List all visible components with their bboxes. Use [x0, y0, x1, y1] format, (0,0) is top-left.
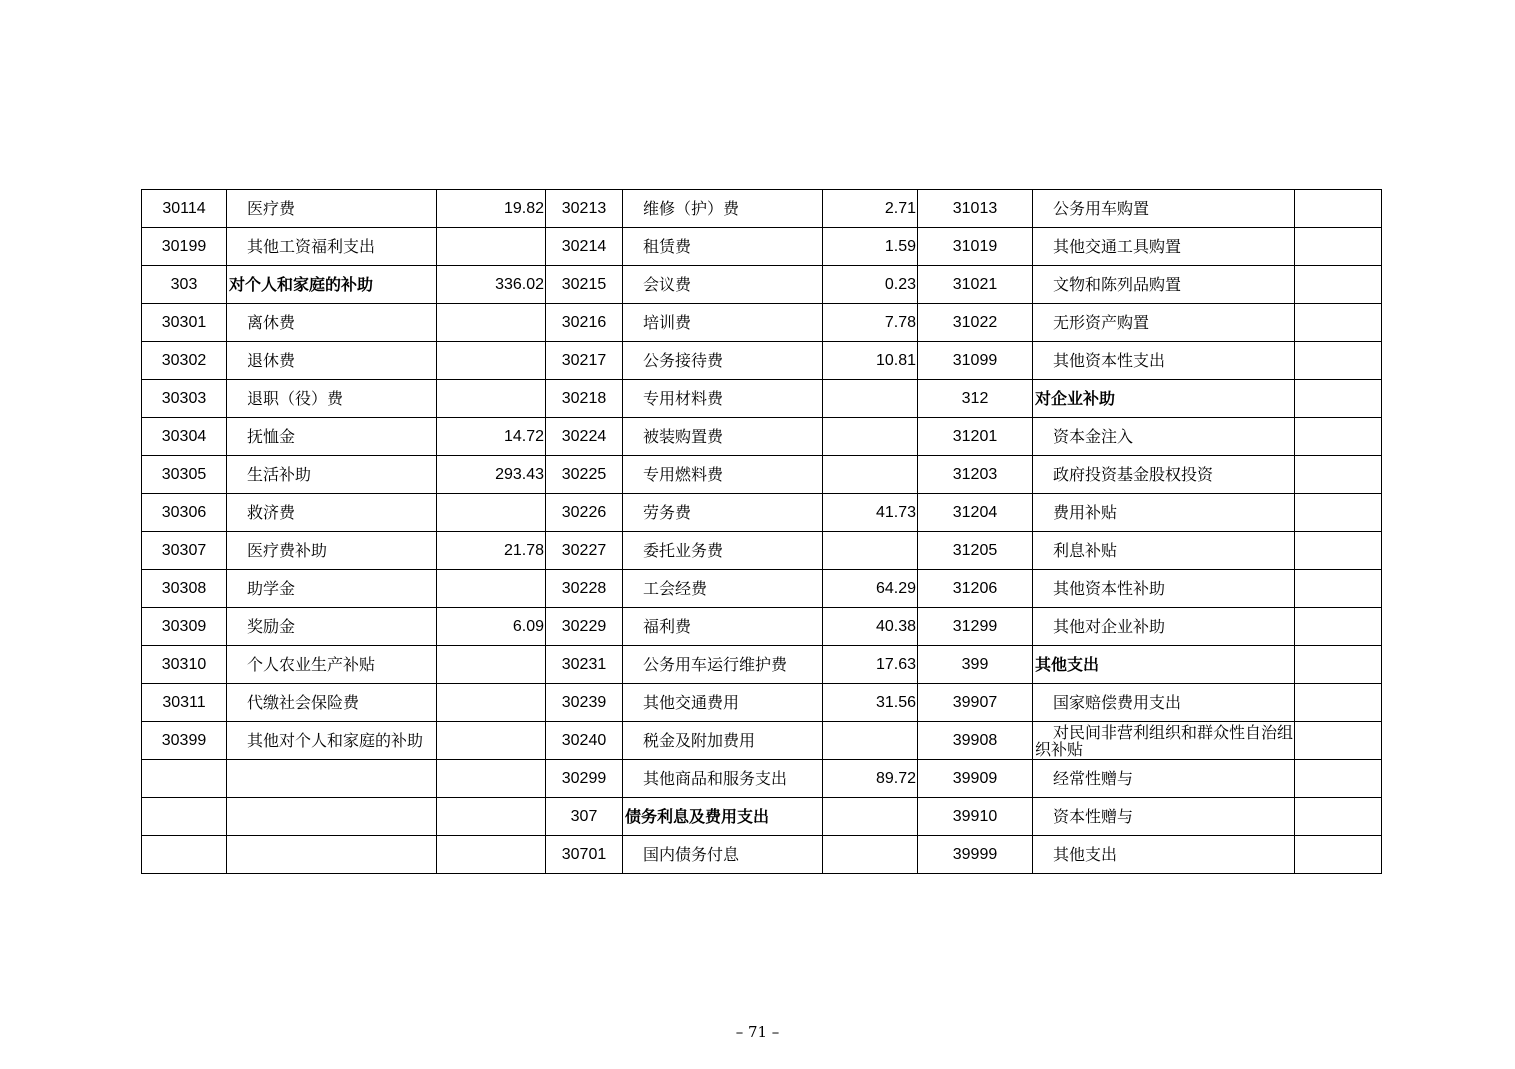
code-cell: 31205: [918, 532, 1033, 570]
amount-cell: 41.73: [823, 494, 918, 532]
code-cell: [142, 798, 227, 836]
table-row: [142, 608, 1382, 646]
amount-cell: [823, 418, 918, 456]
amount-cell: 21.78: [437, 532, 546, 570]
amount-cell: 14.72: [437, 418, 546, 456]
code-cell: 30213: [546, 190, 623, 228]
code-cell: 30199: [142, 228, 227, 266]
name-cell: 利息补贴: [1033, 532, 1295, 570]
code-cell: 30225: [546, 456, 623, 494]
amount-cell: [1295, 418, 1382, 456]
amount-cell: 2.71: [823, 190, 918, 228]
name-cell: 无形资产购置: [1033, 304, 1295, 342]
code-cell: 30215: [546, 266, 623, 304]
name-cell: 退职（役）费: [227, 380, 437, 418]
name-cell: 培训费: [623, 304, 823, 342]
name-cell: 债务利息及费用支出: [623, 798, 823, 836]
code-cell: 31201: [918, 418, 1033, 456]
amount-cell: 293.43: [437, 456, 546, 494]
name-cell: 公务接待费: [623, 342, 823, 380]
name-cell: 资本金注入: [1033, 418, 1295, 456]
code-cell: 30299: [546, 760, 623, 798]
code-cell: 30309: [142, 608, 227, 646]
amount-cell: [823, 456, 918, 494]
table-row: [142, 760, 1382, 798]
name-cell: 福利费: [623, 608, 823, 646]
code-cell: 30304: [142, 418, 227, 456]
name-cell: 代缴社会保险费: [227, 684, 437, 722]
amount-cell: [823, 380, 918, 418]
code-cell: 31203: [918, 456, 1033, 494]
table-row: [142, 418, 1382, 456]
amount-cell: [1295, 228, 1382, 266]
code-cell: 30231: [546, 646, 623, 684]
name-cell: 租赁费: [623, 228, 823, 266]
code-cell: 39907: [918, 684, 1033, 722]
code-cell: 307: [546, 798, 623, 836]
amount-cell: [437, 646, 546, 684]
name-cell: 助学金: [227, 570, 437, 608]
code-cell: 30216: [546, 304, 623, 342]
code-cell: 30214: [546, 228, 623, 266]
code-cell: 30227: [546, 532, 623, 570]
amount-cell: [1295, 836, 1382, 874]
name-cell: 国内债务付息: [623, 836, 823, 874]
amount-cell: [437, 380, 546, 418]
name-cell: 个人农业生产补贴: [227, 646, 437, 684]
code-cell: 39908: [918, 722, 1033, 760]
name-cell: 其他支出: [1033, 646, 1295, 684]
code-cell: 30306: [142, 494, 227, 532]
amount-cell: [437, 798, 546, 836]
name-cell: 对企业补助: [1033, 380, 1295, 418]
amount-cell: [823, 836, 918, 874]
name-cell: 税金及附加费用: [623, 722, 823, 760]
amount-cell: [437, 494, 546, 532]
code-cell: 31013: [918, 190, 1033, 228]
amount-cell: [437, 570, 546, 608]
name-cell: 离休费: [227, 304, 437, 342]
name-cell: 资本性赠与: [1033, 798, 1295, 836]
amount-cell: [437, 722, 546, 760]
name-cell: 其他对企业补助: [1033, 608, 1295, 646]
name-cell: 医疗费: [227, 190, 437, 228]
code-cell: 30301: [142, 304, 227, 342]
amount-cell: [1295, 494, 1382, 532]
name-cell: 国家赔偿费用支出: [1033, 684, 1295, 722]
name-cell: 工会经费: [623, 570, 823, 608]
amount-cell: 89.72: [823, 760, 918, 798]
amount-cell: 17.63: [823, 646, 918, 684]
amount-cell: [1295, 646, 1382, 684]
table-row: [142, 266, 1382, 304]
code-cell: 31099: [918, 342, 1033, 380]
code-cell: 30308: [142, 570, 227, 608]
name-cell: 劳务费: [623, 494, 823, 532]
name-cell: 委托业务费: [623, 532, 823, 570]
code-cell: 30305: [142, 456, 227, 494]
table-row: [142, 836, 1382, 874]
name-cell: 抚恤金: [227, 418, 437, 456]
code-cell: 30228: [546, 570, 623, 608]
name-cell: 其他交通费用: [623, 684, 823, 722]
amount-cell: [437, 342, 546, 380]
code-cell: 30311: [142, 684, 227, 722]
name-cell: 公务用车运行维护费: [623, 646, 823, 684]
table-row: [142, 494, 1382, 532]
name-cell: 退休费: [227, 342, 437, 380]
code-cell: 31299: [918, 608, 1033, 646]
name-cell: 文物和陈列品购置: [1033, 266, 1295, 304]
amount-cell: [437, 760, 546, 798]
amount-cell: [1295, 798, 1382, 836]
table-row: [142, 380, 1382, 418]
code-cell: 30217: [546, 342, 623, 380]
amount-cell: 31.56: [823, 684, 918, 722]
amount-cell: [1295, 380, 1382, 418]
code-cell: 31021: [918, 266, 1033, 304]
budget-classification-table: [141, 189, 1382, 874]
amount-cell: 40.38: [823, 608, 918, 646]
code-cell: 30310: [142, 646, 227, 684]
amount-cell: [1295, 304, 1382, 342]
table-row: [142, 684, 1382, 722]
code-cell: 30399: [142, 722, 227, 760]
amount-cell: 0.23: [823, 266, 918, 304]
name-cell: 其他资本性补助: [1033, 570, 1295, 608]
code-cell: 31204: [918, 494, 1033, 532]
table-row: [142, 532, 1382, 570]
amount-cell: 10.81: [823, 342, 918, 380]
amount-cell: [437, 304, 546, 342]
amount-cell: 19.82: [437, 190, 546, 228]
code-cell: 303: [142, 266, 227, 304]
table-row: [142, 570, 1382, 608]
amount-cell: 336.02: [437, 266, 546, 304]
name-cell: 其他交通工具购置: [1033, 228, 1295, 266]
code-cell: 399: [918, 646, 1033, 684]
name-cell: 奖励金: [227, 608, 437, 646]
amount-cell: 6.09: [437, 608, 546, 646]
code-cell: 30701: [546, 836, 623, 874]
name-cell: 被装购置费: [623, 418, 823, 456]
amount-cell: 7.78: [823, 304, 918, 342]
name-cell: 会议费: [623, 266, 823, 304]
code-cell: 30307: [142, 532, 227, 570]
name-cell: 其他对个人和家庭的补助: [227, 722, 437, 760]
name-cell: 其他商品和服务支出: [623, 760, 823, 798]
amount-cell: [1295, 266, 1382, 304]
amount-cell: 64.29: [823, 570, 918, 608]
table-row: [142, 646, 1382, 684]
code-cell: 30114: [142, 190, 227, 228]
name-cell: [227, 836, 437, 874]
name-cell: 公务用车购置: [1033, 190, 1295, 228]
code-cell: [142, 760, 227, 798]
name-cell: 政府投资基金股权投资: [1033, 456, 1295, 494]
table-row: [142, 228, 1382, 266]
name-cell: 对个人和家庭的补助: [227, 266, 437, 304]
name-cell: 专用材料费: [623, 380, 823, 418]
name-cell: 其他工资福利支出: [227, 228, 437, 266]
table-body: [142, 190, 1382, 874]
table-row: [142, 456, 1382, 494]
code-cell: 39910: [918, 798, 1033, 836]
code-cell: 31019: [918, 228, 1033, 266]
name-cell: 其他资本性支出: [1033, 342, 1295, 380]
name-cell: [227, 798, 437, 836]
amount-cell: [437, 684, 546, 722]
code-cell: 312: [918, 380, 1033, 418]
code-cell: 30240: [546, 722, 623, 760]
code-cell: 30229: [546, 608, 623, 646]
name-cell: 救济费: [227, 494, 437, 532]
amount-cell: [1295, 342, 1382, 380]
amount-cell: [1295, 532, 1382, 570]
name-cell: 其他支出: [1033, 836, 1295, 874]
code-cell: 31022: [918, 304, 1033, 342]
name-cell: 专用燃料费: [623, 456, 823, 494]
name-cell: [227, 760, 437, 798]
amount-cell: [1295, 608, 1382, 646]
amount-cell: [1295, 684, 1382, 722]
code-cell: 30303: [142, 380, 227, 418]
name-cell: 对民间非营利组织和群众性自治组织补贴: [1033, 722, 1295, 760]
amount-cell: [1295, 760, 1382, 798]
name-cell: 费用补贴: [1033, 494, 1295, 532]
code-cell: 39999: [918, 836, 1033, 874]
amount-cell: [1295, 570, 1382, 608]
code-cell: 31206: [918, 570, 1033, 608]
amount-cell: [823, 798, 918, 836]
name-cell: 经常性赠与: [1033, 760, 1295, 798]
page-number: – 71 –: [735, 1023, 780, 1041]
table-row: [142, 342, 1382, 380]
code-cell: 39909: [918, 760, 1033, 798]
name-cell: 生活补助: [227, 456, 437, 494]
code-cell: 30302: [142, 342, 227, 380]
amount-cell: [823, 532, 918, 570]
amount-cell: 1.59: [823, 228, 918, 266]
name-cell: 维修（护）费: [623, 190, 823, 228]
code-cell: 30218: [546, 380, 623, 418]
code-cell: 30239: [546, 684, 623, 722]
table-row: [142, 798, 1382, 836]
table-row: [142, 304, 1382, 342]
amount-cell: [1295, 190, 1382, 228]
amount-cell: [1295, 456, 1382, 494]
amount-cell: [823, 722, 918, 760]
table-row: [142, 722, 1382, 760]
amount-cell: [1295, 722, 1382, 760]
code-cell: 30224: [546, 418, 623, 456]
table-row: [142, 190, 1382, 228]
amount-cell: [437, 228, 546, 266]
name-cell: 医疗费补助: [227, 532, 437, 570]
code-cell: 30226: [546, 494, 623, 532]
code-cell: [142, 836, 227, 874]
amount-cell: [437, 836, 546, 874]
